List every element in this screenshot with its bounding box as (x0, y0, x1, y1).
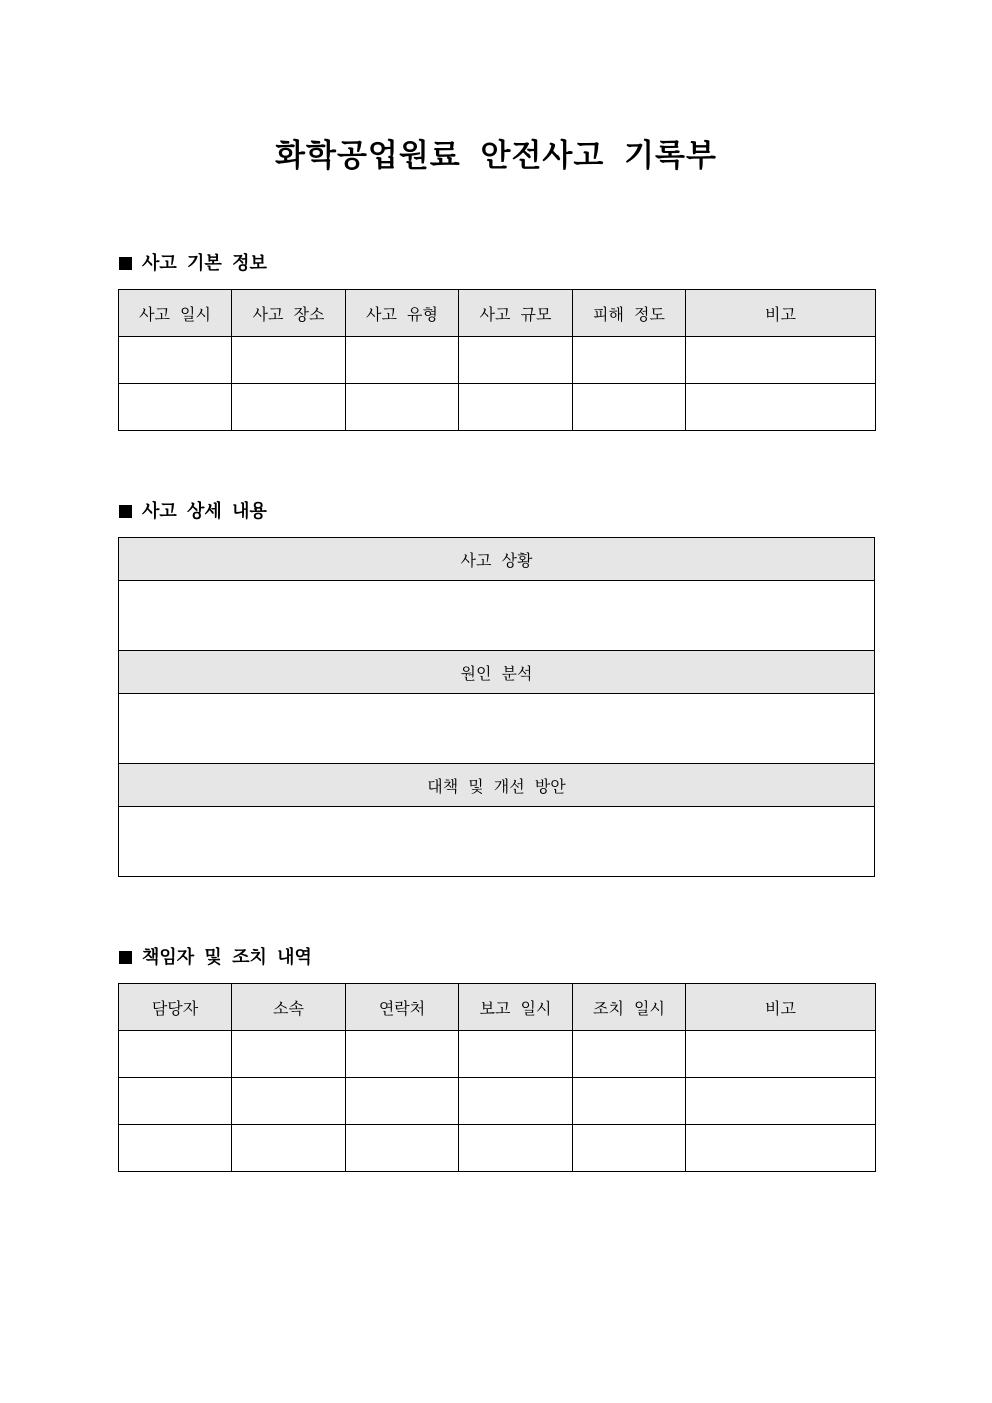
square-bullet-icon (119, 257, 132, 270)
table-row (119, 1078, 876, 1125)
table-cell[interactable] (119, 337, 232, 384)
table-cell[interactable] (573, 384, 686, 431)
table-cell[interactable] (346, 1031, 459, 1078)
table-cell[interactable] (346, 384, 459, 431)
page-title: 화학공업원료 안전사고 기록부 (275, 138, 717, 174)
table-cell[interactable] (459, 1125, 573, 1172)
table-cell[interactable] (459, 1031, 573, 1078)
table-cell[interactable] (232, 1125, 346, 1172)
column-header: 사고 일시 (119, 290, 232, 337)
table-cell[interactable] (686, 1125, 876, 1172)
section-heading-basic (119, 252, 267, 276)
detail-label-countermeasure: 대책 및 개선 방안 (119, 764, 875, 807)
detail-body-row (119, 807, 875, 877)
column-header: 비고 (686, 290, 876, 337)
square-bullet-icon (119, 505, 132, 518)
column-header: 조치 일시 (573, 984, 686, 1031)
table-cell[interactable] (459, 337, 573, 384)
table-cell[interactable] (459, 1078, 573, 1125)
table-row (119, 1125, 876, 1172)
table-row (119, 337, 876, 384)
table-cell[interactable] (459, 384, 573, 431)
table-cell[interactable] (119, 1125, 232, 1172)
section-heading-responsible (119, 946, 312, 970)
detail-content-situation[interactable] (119, 581, 875, 651)
table-cell[interactable] (686, 337, 876, 384)
table-cell[interactable] (573, 1078, 686, 1125)
section-heading-label: 책임자 및 조치 내역 (142, 947, 312, 968)
detail-label-situation: 사고 상황 (119, 538, 875, 581)
table-cell[interactable] (573, 1125, 686, 1172)
detail-header-row (119, 764, 875, 807)
basic-info-table (118, 289, 876, 431)
detail-header-row (119, 651, 875, 694)
table-cell[interactable] (232, 337, 346, 384)
column-header: 비고 (686, 984, 876, 1031)
table-row (119, 1031, 876, 1078)
column-header: 담당자 (119, 984, 232, 1031)
table-cell[interactable] (232, 384, 346, 431)
table-cell[interactable] (346, 337, 459, 384)
detail-body-row (119, 694, 875, 764)
table-cell[interactable] (119, 384, 232, 431)
table-cell[interactable] (346, 1078, 459, 1125)
column-header: 사고 규모 (459, 290, 573, 337)
column-header: 사고 유형 (346, 290, 459, 337)
table-row (119, 384, 876, 431)
detail-header-row (119, 538, 875, 581)
table-cell[interactable] (119, 1031, 232, 1078)
column-header: 피해 정도 (573, 290, 686, 337)
detail-label-cause: 원인 분석 (119, 651, 875, 694)
table-header-row (119, 290, 876, 337)
table-cell[interactable] (119, 1078, 232, 1125)
table-cell[interactable] (573, 337, 686, 384)
table-header-row (119, 984, 876, 1031)
table-cell[interactable] (686, 384, 876, 431)
column-header: 연락처 (346, 984, 459, 1031)
detail-body-row (119, 581, 875, 651)
detail-table (118, 537, 875, 877)
table-cell[interactable] (346, 1125, 459, 1172)
column-header: 보고 일시 (459, 984, 573, 1031)
detail-content-countermeasure[interactable] (119, 807, 875, 877)
table-cell[interactable] (686, 1031, 876, 1078)
section-heading-detail (119, 500, 267, 524)
responsible-table (118, 983, 876, 1172)
square-bullet-icon (119, 951, 132, 964)
table-cell[interactable] (573, 1031, 686, 1078)
table-cell[interactable] (232, 1031, 346, 1078)
table-cell[interactable] (686, 1078, 876, 1125)
column-header: 사고 장소 (232, 290, 346, 337)
section-heading-label: 사고 기본 정보 (142, 253, 267, 274)
column-header: 소속 (232, 984, 346, 1031)
section-heading-label: 사고 상세 내용 (142, 501, 267, 522)
table-cell[interactable] (232, 1078, 346, 1125)
detail-content-cause[interactable] (119, 694, 875, 764)
